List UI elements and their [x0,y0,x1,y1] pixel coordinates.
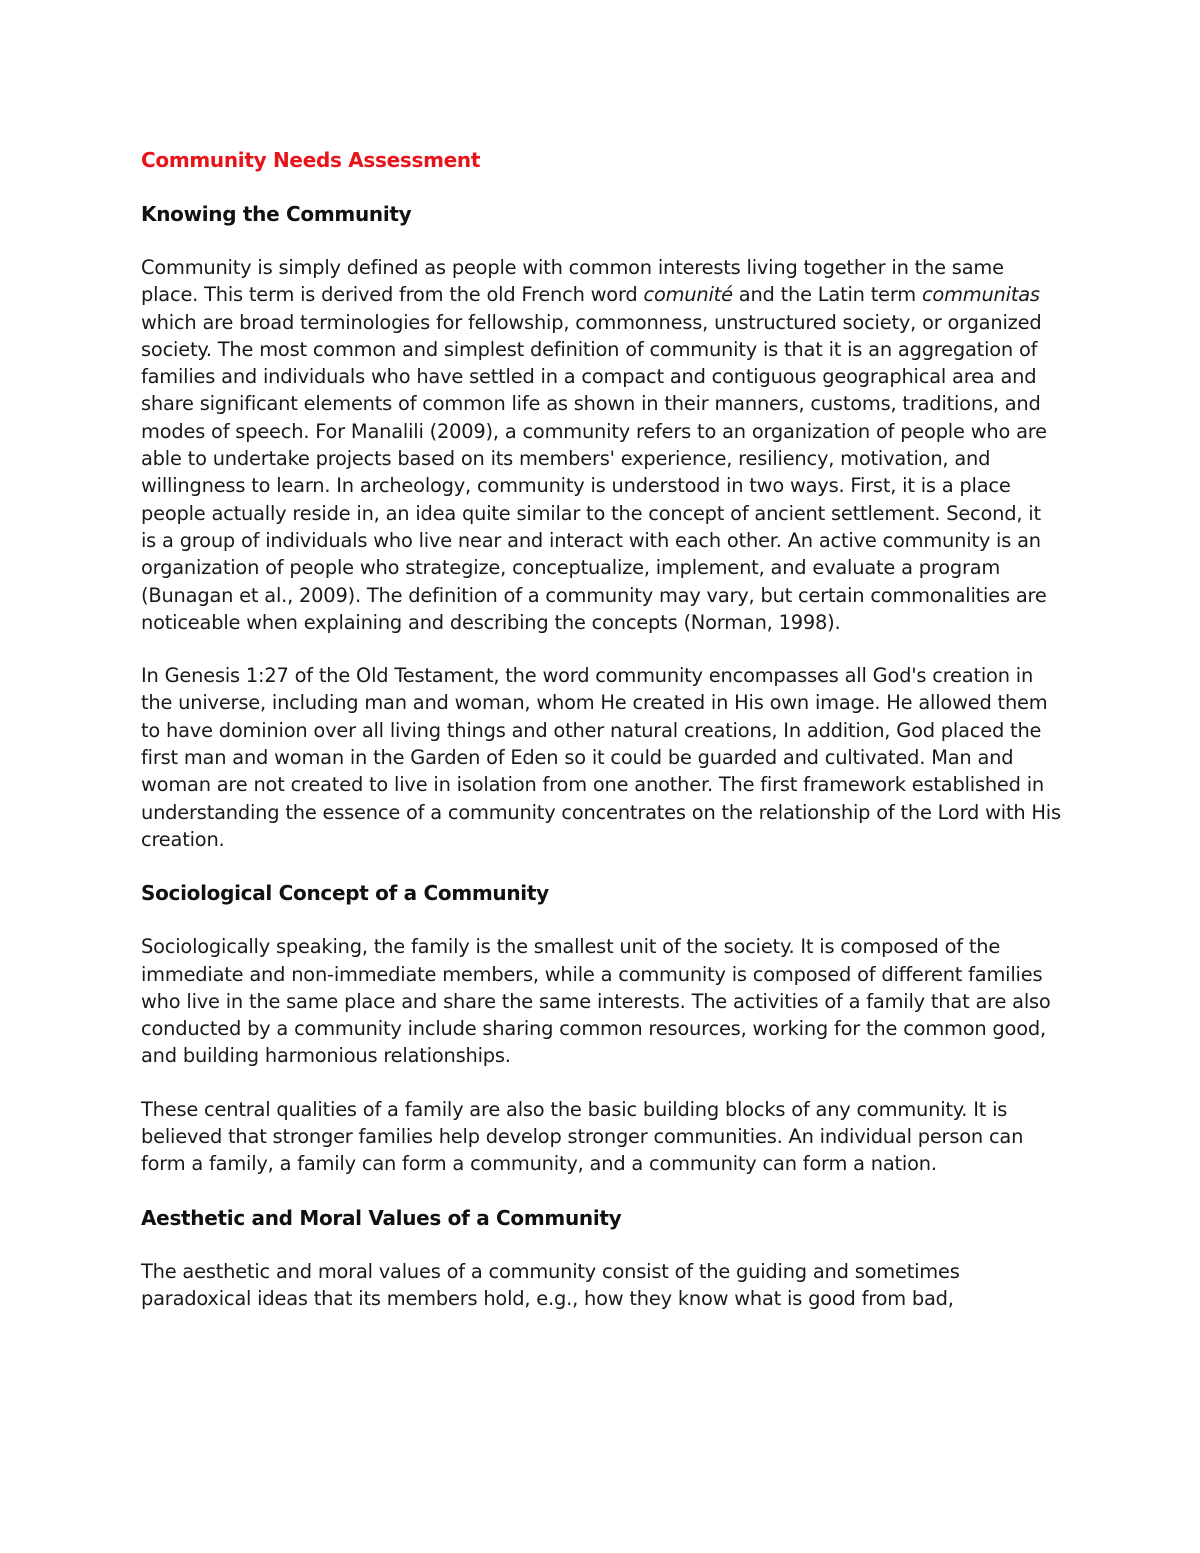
paragraph-aesthetic-moral: The aesthetic and moral values of a community consist of the guiding and sometimes paradoxical ideas that its members hold, e.g., how they know what is good from bad, [141,1259,960,1310]
italic-term-communitas: communitas [921,283,1040,307]
italic-term-comunite: comunité [643,283,733,307]
section-heading-aesthetic-moral: Aesthetic and Moral Values of a Community [141,1205,622,1230]
section-heading-knowing-community: Knowing the Community [141,202,412,226]
paragraph-community-definition [141,254,1061,636]
paragraph-central-qualities: These central qualities of a family are also the basic building blocks of any community. It is believed that stronger families help develop stronger communities. An individual person can form a family, a family can form a community, and a community can form a nation. [141,1097,1024,1176]
paragraph-sociological: Sociologically speaking, the family is the smallest unit of the society. It is composed of the immediate and non-immediate members, while a community is composed of different families who live in the same place and share the same interests. The activities of a family that are also conducted by a community include sharing common resources, working for the common good, and building harmonious relationships. [141,935,1051,1068]
section-heading-sociological-concept: Sociological Concept of a Community [141,881,549,906]
paragraph-text: and the Latin term [732,283,922,307]
paragraph-text: Community is simply defined as people with common interests living together in the same place. This term is derived from the old French word [141,256,1004,307]
paragraph-text: which are broad terminologies for fellowship, commonness, unstructured society, or organized society. The most common and simplest definition of community is that it is an aggregation of families and individuals who have settled in a compact and contiguous geographical area and share significant elements of common life as shown in their manners, customs, traditions, and modes of speech. For Manalili (2009), a community refers to an organization of people who are able to undertake projects based on its members' experience, resiliency, motivation, and willingness to learn. In archeology, community is understood in two ways. First, it is a place people actually reside in, an idea quite similar to the concept of ancient settlement. Second, it is a group of individuals who live near and interact with each other. An active community is an organization of people who strategize, conceptualize, implement, and evaluate a program (Bunagan et al., 2009). The definition of a community may vary, but certain commonalities are noticeable when explaining and describing the concepts (Norman, 1998). [141,310,1047,634]
document-title: Community Needs Assessment [141,148,481,172]
paragraph-genesis: In Genesis 1:27 of the Old Testament, the word community encompasses all God's creation in the universe, including man and woman, whom He created in His own image. He allowed them to have dominion over all living things and other natural creations, In addition, God placed the first man and woman in the Garden of Eden so it could be guarded and cultivated. Man and woman are not created to live in isolation from one another. The first framework established in understanding the essence of a community concentrates on the relationship of the Lord with His creation. [141,664,1061,851]
document-page [141,146,1061,1338]
